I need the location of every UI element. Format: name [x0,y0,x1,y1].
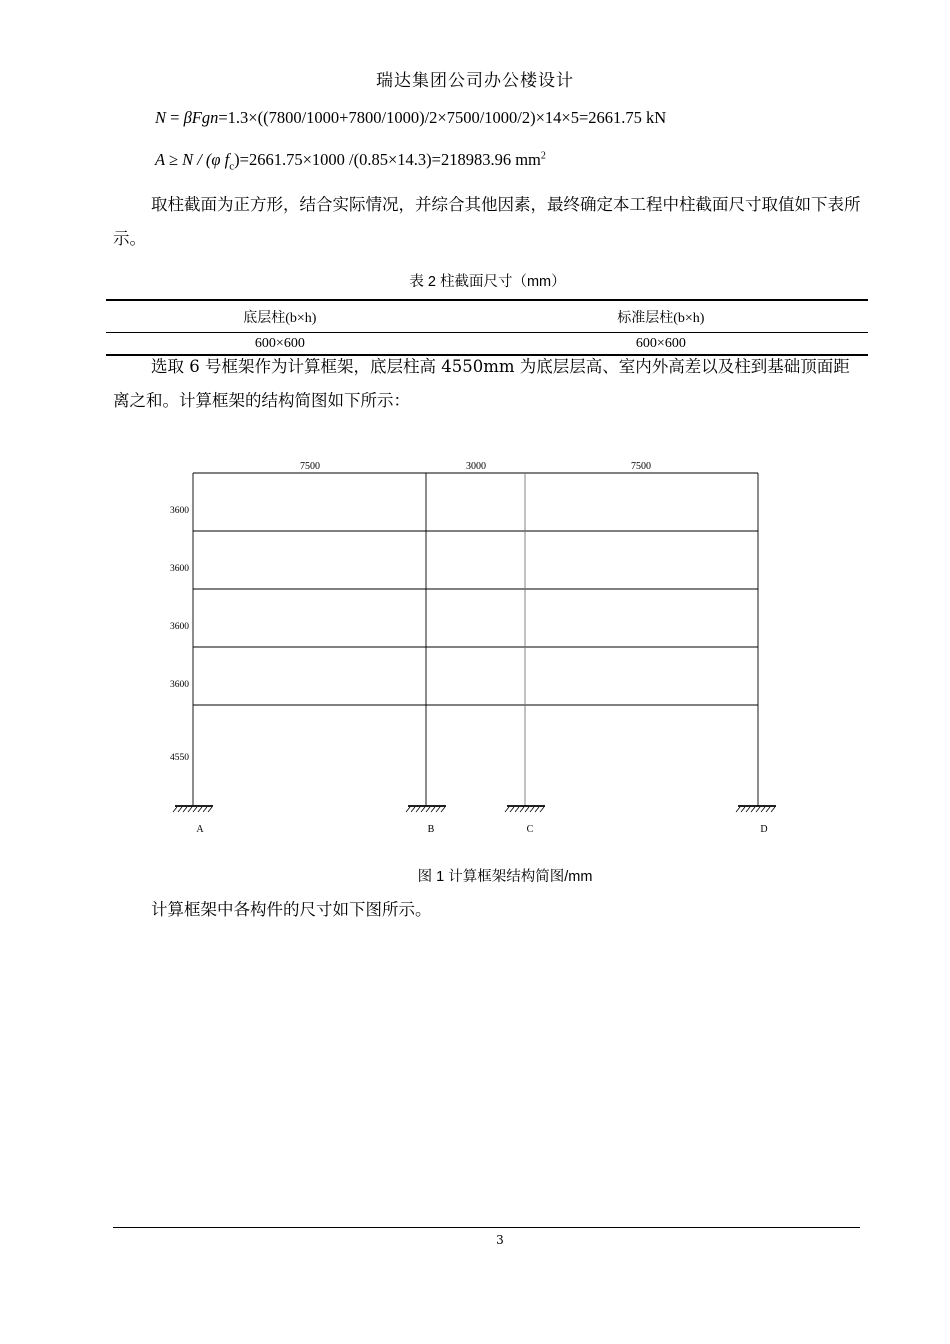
fixed-support-icon [736,806,776,812]
formula-n-symbol: N [155,108,167,127]
table-cell: 600×600 [106,333,454,356]
axis-label: D [760,824,768,835]
formula-beta-fgn: βFgn [183,108,219,127]
paragraph-frame-selection [113,350,865,418]
paragraph-frame-selection-text: 选取 6 号框架作为计算框架，底层柱高 4550mm 为底层层高、室内外高差以及柱到基础顶面距离之和。计算框架的结构简图如下所示： [113,357,850,410]
axis-label: A [196,824,204,835]
axis-label: B [427,824,435,835]
paragraph-column-section-text: 取柱截面为正方形，结合实际情况，并综合其他因素，最终确定本工程中柱截面尺寸取值如下表所示。 [113,195,861,248]
paragraph-member-sizes [113,893,865,927]
storey-height-label: 3600 [170,622,189,632]
fixed-support-icon [406,806,446,812]
footer-divider [113,1227,860,1228]
paragraph-member-sizes-text: 计算框架中各构件的尺寸如下图所示。 [151,900,432,919]
storey-height-label: 4550 [170,753,189,763]
span-label: 7500 [631,461,651,472]
frame-structure-diagram [160,455,800,845]
document-header-title: 瑞达集团公司办公楼设计 [376,71,574,91]
axis-label: C [526,824,534,835]
storey-height-label: 3600 [170,564,189,574]
span-label: 7500 [300,461,320,472]
formula-area-value: )=2661.75×1000 /(0.85×14.3)=218983.96 mm [234,150,541,169]
fixed-support-icon [505,806,545,812]
column-section-table [106,299,868,356]
table-header-cell: 底层柱(b×h) [106,300,454,333]
formula-area-sub: c [229,160,235,173]
formula-area-lhs: A ≥ N / (φ f [155,150,230,169]
formula-axial-force: N = βFgn=1.3×((7800/1000+7800/1000)/2×7500/1000/2)×14×5=2661.75 kN [155,108,667,127]
storey-height-label: 3600 [170,506,189,516]
table-cell: 600×600 [454,333,868,356]
span-label: 3000 [466,461,486,472]
formula-area [155,150,546,172]
table-header-cell: 标准层柱(b×h) [454,300,868,333]
paragraph-column-section [113,188,865,256]
formula-area-sup: 2 [540,150,546,162]
page-number: 3 [496,1233,504,1247]
table-header-row [106,300,868,333]
storey-height-label: 3600 [170,680,189,690]
figure-caption: 图 1 计算框架结构简图/mm [417,869,593,885]
formula-axial-force-value: =1.3×((7800/1000+7800/1000)/2×7500/1000/2)×14×5=2661.75 kN [218,108,667,127]
fixed-support-icon [173,806,213,812]
table-caption: 表 2 柱截面尺寸（mm） [409,274,566,290]
